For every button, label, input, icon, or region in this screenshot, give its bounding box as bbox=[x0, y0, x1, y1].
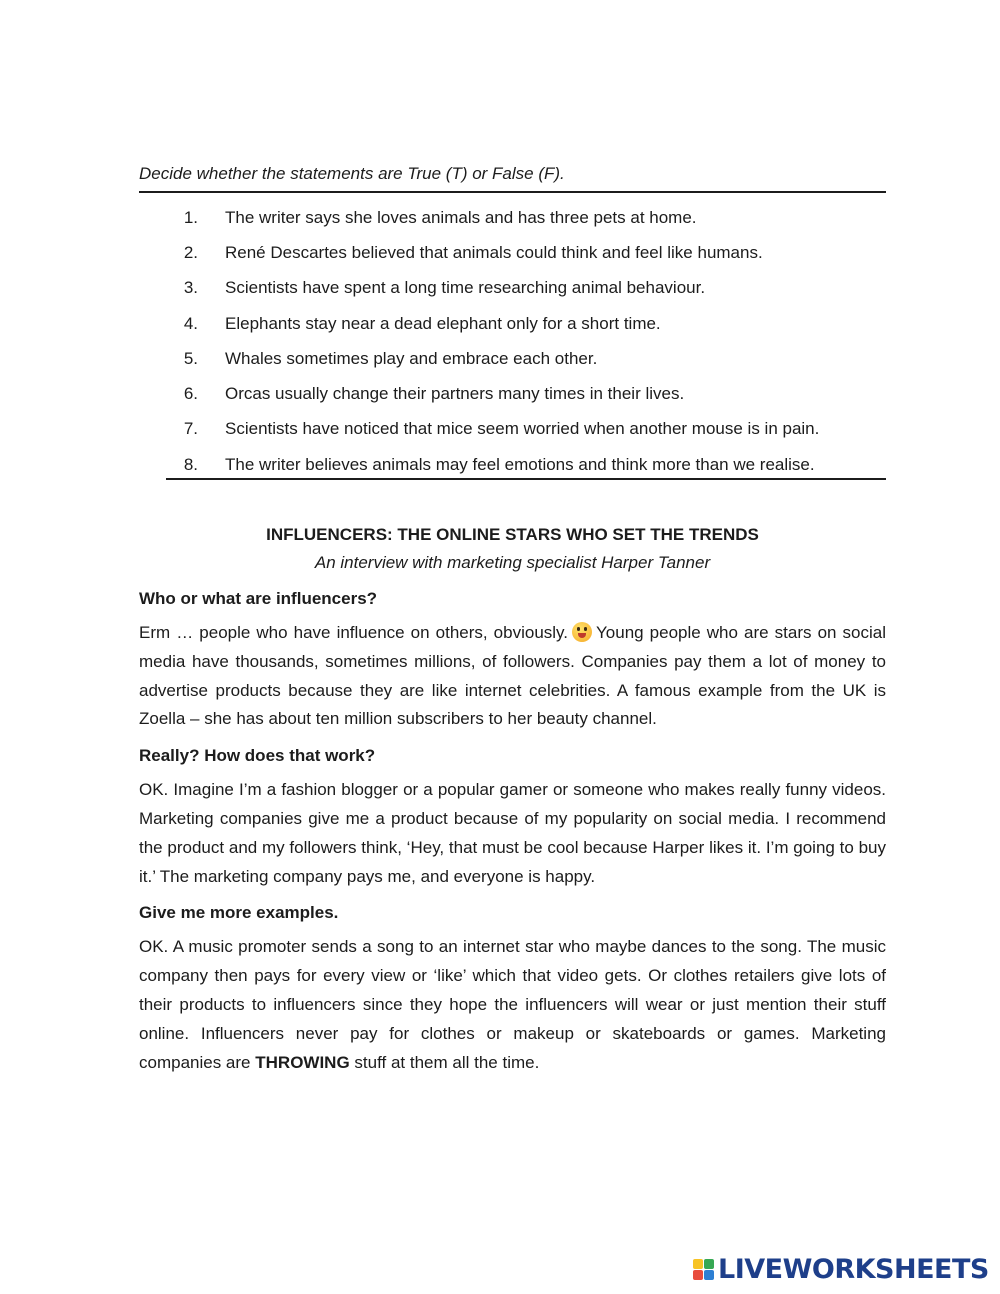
statement-number: 4. bbox=[183, 313, 198, 333]
statement-text: Scientists have noticed that mice seem worried when another mouse is in pain. bbox=[225, 419, 820, 439]
statement-text: The writer believes animals may feel emotions and think more than we realise. bbox=[225, 454, 815, 474]
statement-number: 1. bbox=[183, 207, 198, 227]
statement-text: The writer says she loves animals and has three pets at home. bbox=[225, 207, 697, 227]
answer-1-text-a: Erm … people who have influence on others, obviously. bbox=[139, 623, 569, 642]
statement-text: Elephants stay near a dead elephant only for a short time. bbox=[225, 313, 661, 333]
answer-3 bbox=[139, 933, 886, 1077]
answer-1-text-b: Young people who are stars on social media have thousands, sometimes millions, of followers. Companies pay them a lot of money to advertise products because they are like internet celebrities. A famous example from the UK is Zoella – she has about ten million subscribers to her beauty channel. bbox=[139, 623, 886, 729]
statement-text: Scientists have spent a long time researching animal behaviour. bbox=[225, 278, 706, 298]
logo-square-2 bbox=[704, 1259, 714, 1269]
bottom-rule bbox=[166, 478, 886, 480]
statement-number: 6. bbox=[183, 384, 198, 404]
statement-text: Orcas usually change their partners many times in their lives. bbox=[225, 384, 685, 404]
statement-number: 7. bbox=[183, 419, 198, 439]
top-rule bbox=[139, 191, 886, 193]
question-1: Who or what are influencers? bbox=[139, 589, 378, 608]
article-subtitle: An interview with marketing specialist Harper Tanner bbox=[314, 553, 711, 572]
answer-1 bbox=[139, 619, 886, 734]
answer-3-text-a: OK. A music promoter sends a song to an internet star who maybe dances to the song. The music company then pays for every view or ‘like’ which that video gets. Or clothes retailers give lots of their products to influencers since they hope the influencers will wear or just mention their stuff online. Influencers never pay for clothes or makeup or skateboards or games. Marketing companies are bbox=[139, 937, 886, 1072]
statement-item bbox=[166, 271, 886, 306]
answer-2: OK. Imagine I’m a fashion blogger or a popular gamer or someone who makes really funny videos. Marketing companies give me a product because of my popularity on social media. I recommend the product and my followers think, ‘Hey, that must be cool because Harper likes it. I’m going to buy it.’ The marketing company pays me, and everyone is happy. bbox=[139, 780, 886, 886]
article bbox=[139, 521, 886, 1077]
statement-item bbox=[166, 376, 886, 411]
answer-3-text-b: stuff at them all the time. bbox=[354, 1052, 540, 1072]
liveworksheets-logo[interactable] bbox=[693, 1254, 989, 1284]
grinning-face-icon bbox=[572, 622, 592, 642]
logo-square-1 bbox=[693, 1259, 703, 1269]
logo-square-3 bbox=[693, 1270, 703, 1280]
statement-number: 8. bbox=[183, 454, 198, 474]
statement-item bbox=[166, 200, 886, 235]
answer-3-bold-word: THROWING bbox=[255, 1052, 350, 1072]
logo-square-4 bbox=[704, 1270, 714, 1280]
statement-item bbox=[166, 235, 886, 270]
statement-text: René Descartes believed that animals could think and feel like humans. bbox=[225, 242, 763, 262]
statement-number: 2. bbox=[183, 242, 198, 262]
question-3: Give me more examples. bbox=[139, 903, 339, 923]
logo-mark-icon bbox=[693, 1259, 714, 1280]
statement-item bbox=[166, 306, 886, 341]
article-title: INFLUENCERS: THE ONLINE STARS WHO SET THE TRENDS bbox=[266, 525, 759, 544]
statement-number: 3. bbox=[183, 278, 198, 298]
statement-number: 5. bbox=[183, 348, 198, 368]
statement-item bbox=[166, 341, 886, 376]
statement-text: Whales sometimes play and embrace each other. bbox=[225, 348, 598, 368]
statement-list bbox=[166, 200, 886, 482]
question-2: Really? How does that work? bbox=[139, 746, 376, 766]
instructions: Decide whether the statements are True (T) or False (F). bbox=[139, 164, 565, 183]
logo-text: LIVEWORKSHEETS bbox=[718, 1253, 989, 1285]
statement-item bbox=[166, 412, 886, 447]
